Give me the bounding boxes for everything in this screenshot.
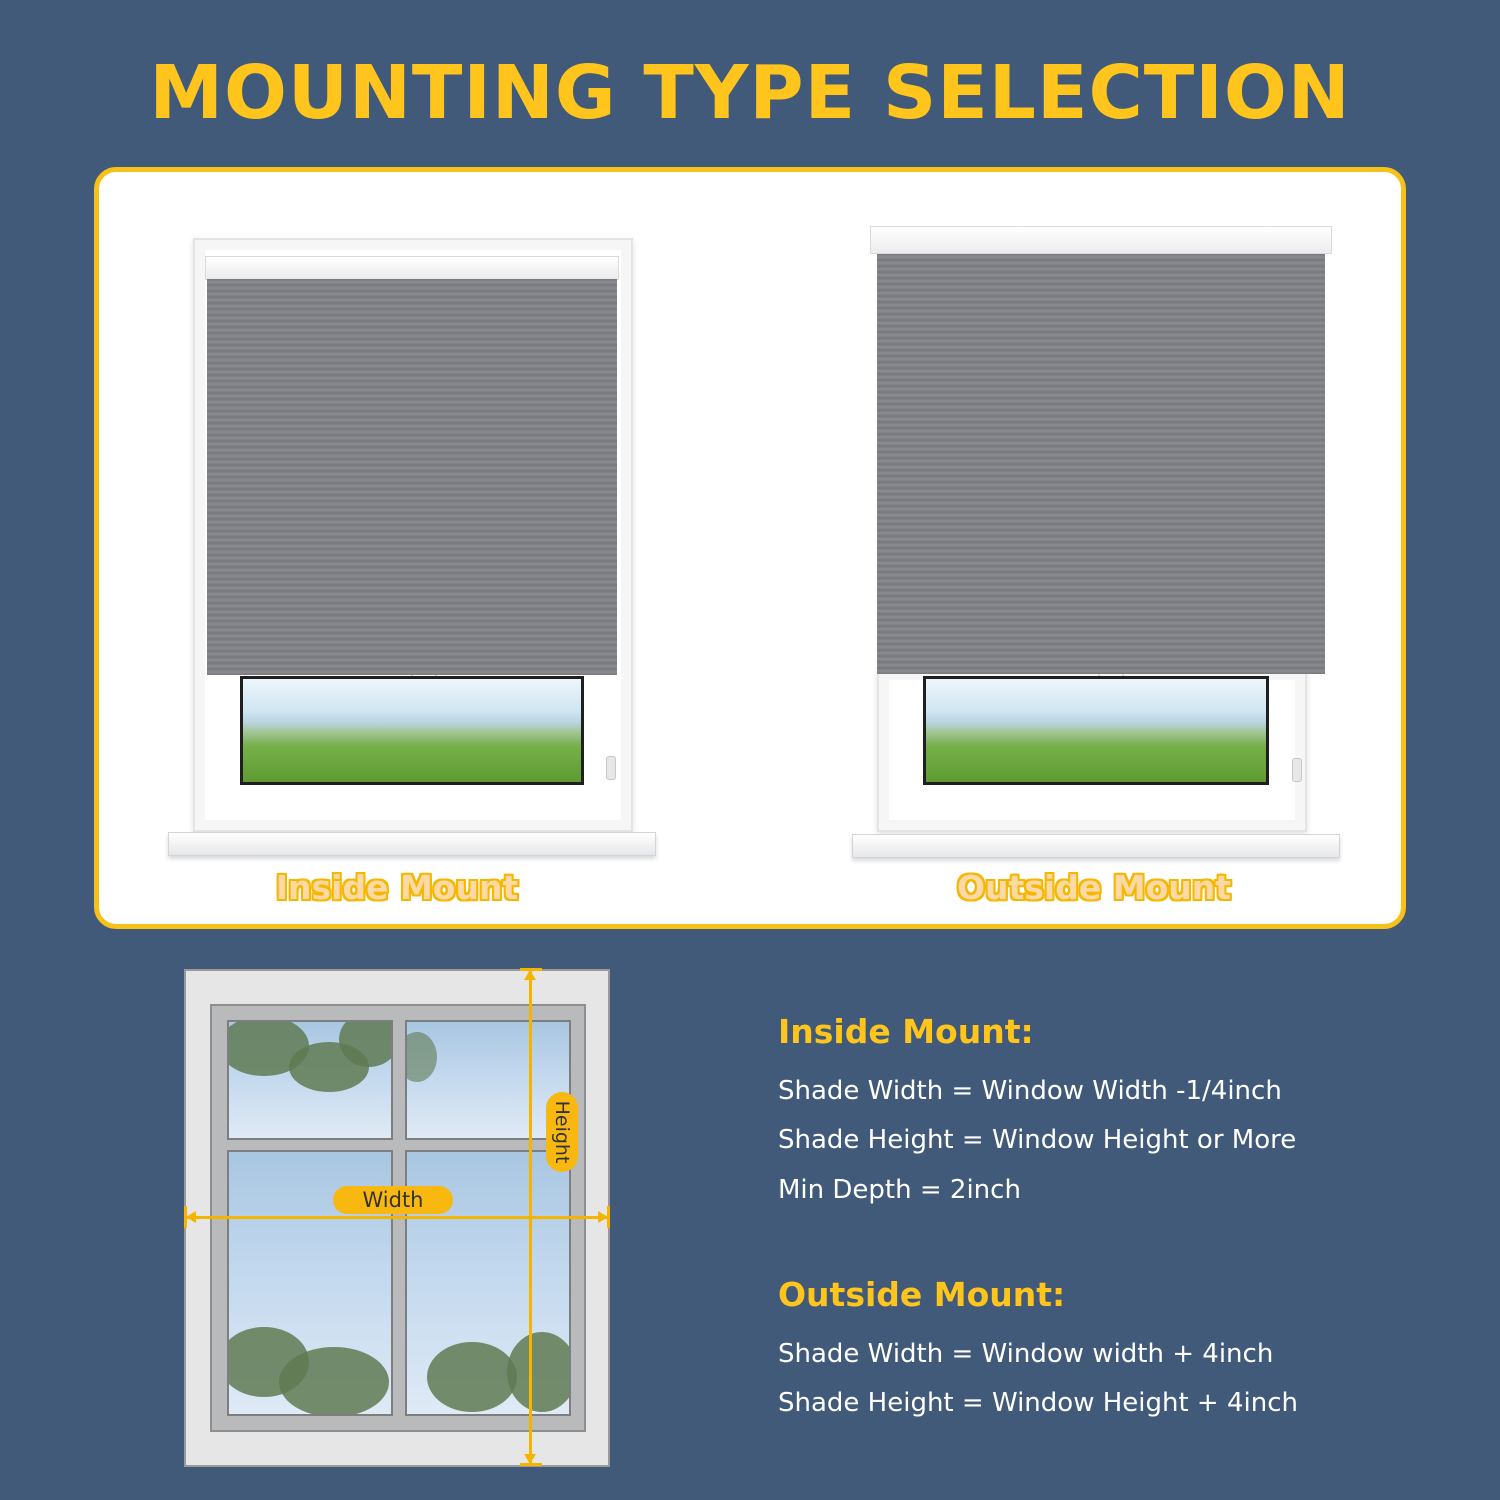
outside-headrail bbox=[870, 226, 1332, 254]
width-dimension-line bbox=[186, 1216, 608, 1219]
width-label: Width bbox=[333, 1186, 453, 1214]
height-label-badge bbox=[546, 1092, 578, 1172]
height-cap-bottom bbox=[520, 1463, 542, 1466]
inside-window-sill bbox=[168, 832, 656, 856]
height-arrow-up bbox=[524, 970, 536, 980]
width-cap-right bbox=[607, 1206, 610, 1228]
outside-mount-heading: Outside Mount: bbox=[778, 1275, 1066, 1314]
outside-window-sill bbox=[852, 834, 1340, 858]
inside-mount-heading: Inside Mount: bbox=[778, 1012, 1034, 1051]
window-pane-top-left bbox=[227, 1020, 393, 1140]
inside-spec-line: Shade Width = Window Width -1/4inch bbox=[778, 1076, 1282, 1106]
inside-window-glass bbox=[240, 676, 584, 785]
inside-cellular-shade bbox=[207, 279, 617, 675]
outside-spec-line: Shade Width = Window width + 4inch bbox=[778, 1339, 1274, 1369]
outside-window-handle bbox=[1292, 758, 1302, 782]
height-label: Height bbox=[551, 1100, 573, 1164]
width-cap-left bbox=[184, 1206, 187, 1228]
inside-headrail bbox=[205, 256, 619, 280]
height-cap-top bbox=[520, 968, 542, 971]
outside-cellular-shade bbox=[877, 254, 1325, 674]
inside-mount-label: Inside Mount bbox=[275, 868, 519, 907]
height-dimension-line bbox=[529, 970, 532, 1464]
inside-spec-line: Min Depth = 2inch bbox=[778, 1175, 1021, 1205]
outside-window-glass bbox=[923, 676, 1269, 785]
width-arrow-left bbox=[186, 1211, 196, 1223]
outside-mount-label: Outside Mount bbox=[956, 868, 1232, 907]
outside-spec-line: Shade Height = Window Height + 4inch bbox=[778, 1388, 1298, 1418]
page-title: MOUNTING TYPE SELECTION bbox=[149, 50, 1351, 136]
inside-window-handle bbox=[606, 756, 616, 780]
inside-spec-line: Shade Height = Window Height or More bbox=[778, 1125, 1297, 1155]
